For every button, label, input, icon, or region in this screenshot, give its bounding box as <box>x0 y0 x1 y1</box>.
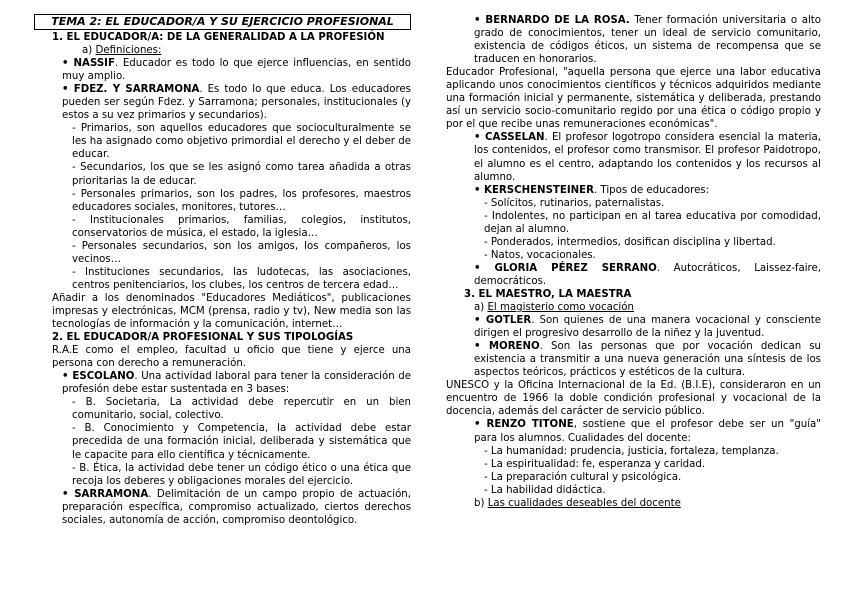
unesco-paragraph: UNESCO y la Oficina Internacional de la Ed. (B.I.E), consideraron en un encuentro de 1966 la doble condición profesional y vocacional de la docencia, además del carácter de servicio público. <box>446 380 821 418</box>
habilidad-item: - La habilidad didáctica. <box>484 484 606 496</box>
subsection-3a-marker: a) <box>474 302 488 314</box>
fdez-text: . Es todo lo que educa. Los educadores pueden ser según Fdez. y Sarramona; personales, institucionales (y estos a su vez primarios y secundarios). <box>62 84 411 122</box>
sarramona-paragraph <box>34 488 411 527</box>
gotler-paragraph <box>446 314 821 340</box>
fdez-name: • FDEZ. Y SARRAMONA <box>62 84 200 96</box>
right-column <box>446 14 821 510</box>
casselan-paragraph <box>446 131 821 183</box>
sarramona-text: . Delimitación de un campo propio de actuación, preparación específica, compromiso actualizado, ciertos derechos sociales, autonomía de acción, compromiso deontológico. <box>62 488 412 526</box>
solicitos-item: - Solícitos, rutinarios, paternalistas. <box>484 197 665 209</box>
mediaticos-paragraph: Añadir a los denominados "Educadores Mediáticos", publicaciones impresas y electrónicas, MCM (prensa, radio y tv), New media son las tecnologías de información y la comunicación, internet… <box>52 292 411 331</box>
section-2-heading: 2. EL EDUCADOR/A PROFESIONAL Y SUS TIPOLOGÍAS <box>52 332 354 344</box>
casselan-name: • CASSELAN <box>474 132 545 144</box>
preparacion-item: - La preparación cultural y psicológica. <box>484 471 682 483</box>
subsection-1a-label: Definiciones: <box>95 45 162 57</box>
section-1-heading: 1. EL EDUCADOR/A: DE LA GENERALIDAD A LA PROFESIÓN <box>52 32 385 43</box>
espiritualidad-item: - La espiritualidad: fe, esperanza y caridad. <box>484 458 706 470</box>
left-column <box>34 14 411 527</box>
bernardo-paragraph <box>446 14 821 66</box>
kerschensteiner-text: . Tipos de educadores: <box>593 184 710 196</box>
subsection-3b-label: Las cualidades deseables del docente <box>487 497 681 509</box>
subsection-1a <box>34 44 411 57</box>
personales-secundarios-paragraph: - Personales secundarios, son los amigos, los compañeros, los vecinos… <box>72 240 411 265</box>
secundarios-paragraph: - Secundarios, los que se les asignó como tarea añadida a otras prioritarias la de educar. <box>72 162 411 187</box>
base-conocimiento-paragraph: - B. Conocimiento y Competencia, la actividad debe estar precedida de una formación inicial, deliberada y sistemática que le capacite para ello científica y técnicamente. <box>72 423 411 461</box>
nassif-name: • NASSIF <box>62 58 115 70</box>
sarramona-name: • SARRAMONA <box>62 488 149 500</box>
escolano-text: . Una actividad laboral para tener la consideración de profesión debe estar sustentada en 3 bases: <box>62 371 411 396</box>
personales-primarios-paragraph: - Personales primarios, son los padres, los profesores, maestros educadores sociales, monitores, tutores… <box>72 188 411 213</box>
moreno-paragraph <box>446 340 821 379</box>
humanidad-item: - La humanidad: prudencia, justicia, fortaleza, templanza. <box>484 445 779 457</box>
section-3-heading: 3. EL MAESTRO, LA MAESTRA <box>464 288 632 300</box>
escolano-paragraph <box>34 370 411 396</box>
subsection-3b-marker: b) <box>474 497 488 509</box>
moreno-text: . Son las personas que por vocación dedican su existencia a transmitir a una nueva generación una síntesis de los aspectos teóricos, prácticos y estéticos de la cultura. <box>474 341 821 379</box>
nassif-text: . Educador es todo lo que ejerce influencias, en sentido muy amplio. <box>62 58 412 83</box>
subsection-3b <box>446 497 821 510</box>
educador-profesional-paragraph: Educador Profesional, "aquella persona que ejerce una labor educativa aplicando unos conocimientos científicos y técnicos adquiridos mediante una formación inicial y permanente, sistemática y deliberada, prestando así un servicio socio-comunitario regido por una ética o código propio y por el que recibe unas remuneraciones económicas". <box>446 67 821 131</box>
bernardo-name: • BERNARDO DE LA ROSA. <box>474 15 630 26</box>
ponderados-item: - Ponderados, intermedios, dosifican disciplina y libertad. <box>484 236 776 248</box>
rae-paragraph: R.A.E como el empleo, facultad u oficio que tiene y ejerce una persona con derecho a remuneración. <box>52 345 411 370</box>
bernardo-text: Tener formación universitaria o alto grado de conocimientos, tener un ideal de servicio comunitario, existencia de códigos éticos, un sistema de recompensa que se traducen en honorarios. <box>474 15 821 66</box>
fdez-paragraph <box>34 83 411 122</box>
base-etica-paragraph: - B. Ética, la actividad debe tener un código ético o una ética que recoja los deberes y obligaciones morales del ejercicio. <box>72 462 411 487</box>
gloria-name: • GLORIA PÉREZ SERRANO <box>474 262 657 274</box>
subsection-1a-marker: a) <box>82 45 96 57</box>
institucionales-primarios-paragraph: - Institucionales primarios, familias, colegios, institutos, conservatorios de música, el estado, la iglesia… <box>72 214 411 239</box>
renzo-text: , sostiene que el profesor debe ser un "guía" para los alumnos. Cualidades del docente: <box>474 419 821 444</box>
gotler-text: . Son quienes de una manera vocacional y consciente dirigen el progresivo desarrollo de la niñez y la juventud. <box>474 315 821 340</box>
page-title: TEMA 2: EL EDUCADOR/A Y SU EJERCICIO PROFESIONAL <box>34 14 411 30</box>
kerschensteiner-name: • KERSCHENSTEINER <box>474 184 594 196</box>
renzo-name: • RENZO TITONE <box>474 419 574 431</box>
kerschensteiner-paragraph <box>446 184 821 197</box>
renzo-paragraph <box>446 418 821 444</box>
nassif-paragraph <box>34 57 411 83</box>
casselan-text: . El profesor logotropo considera esencial la materia, los contenidos, el profesor como transmisor. El profesor Paidotropo, el alumno es el centro, adaptando los contenidos y los recursos al alumno. <box>474 132 821 183</box>
base-societaria-paragraph: - B. Societaria, La actividad debe repercutir en un bien comunitario, social, colectivo. <box>72 397 411 422</box>
indolentes-item: - Indolentes, no participan en al tarea educativa por comodidad, dejan al alumno. <box>484 210 821 235</box>
primarios-paragraph: - Primarios, son aquellos educadores que socioculturalmente se les ha asignado como objetivo primordial el derecho y el deber de educar. <box>72 123 411 161</box>
subsection-3a-label: El magisterio como vocación <box>487 302 634 314</box>
gloria-paragraph <box>446 262 821 288</box>
instituciones-secundarios-paragraph: - Instituciones secundarios, las ludotecas, las asociaciones, centros penitenciarios, los clubes, los centros de tercera edad… <box>72 266 411 291</box>
subsection-3a <box>446 301 821 314</box>
moreno-name: • MORENO <box>474 341 540 353</box>
gotler-name: • GOTLER <box>474 315 532 327</box>
natos-item: - Natos, vocacionales. <box>484 249 596 261</box>
gloria-text: . Autocráticos, Laissez-faire, democráticos. <box>474 262 821 287</box>
escolano-name: • ESCOLANO <box>62 371 135 383</box>
